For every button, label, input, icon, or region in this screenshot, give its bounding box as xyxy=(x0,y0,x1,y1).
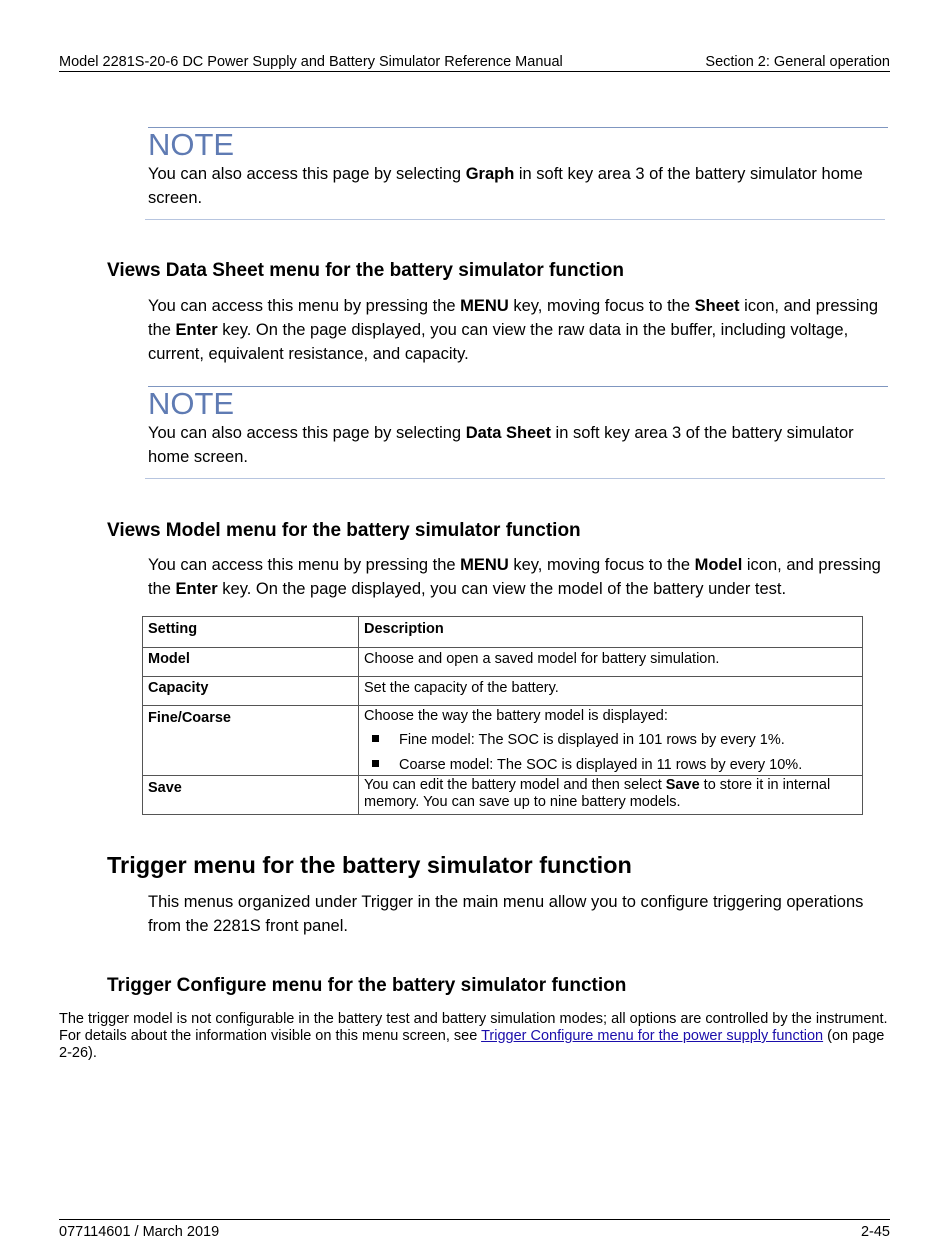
description-model: Choose and open a saved model for battery simulation. xyxy=(359,648,863,677)
text: to store it in internal memory. You can save up to nine battery models. xyxy=(364,777,831,810)
settings-table xyxy=(142,616,863,815)
note-text-bold: Graph xyxy=(465,165,515,183)
heading-trigger-menu: Trigger menu for the battery simulator function xyxy=(107,852,632,878)
page-footer xyxy=(59,1219,890,1240)
note-bottom-rule xyxy=(145,219,885,220)
key-menu: MENU xyxy=(460,297,509,315)
note-text-pre: You can also access this page by selecting xyxy=(148,424,466,442)
text: You can access this menu by pressing the xyxy=(148,556,461,574)
text: key, moving focus to the xyxy=(508,297,695,315)
table-row xyxy=(143,648,863,677)
text: You can edit the battery model and then select xyxy=(364,777,666,793)
note-graph xyxy=(148,127,888,220)
list-item xyxy=(364,732,857,749)
list-item xyxy=(364,757,857,774)
paragraph-trigger: This menus organized under Trigger in the main menu allow you to configure triggering operations from the 2281S front panel. xyxy=(148,893,864,935)
description-capacity: Set the capacity of the battery. xyxy=(359,677,863,706)
icon-sheet-label: Sheet xyxy=(694,297,740,315)
setting-fine-coarse: Fine/Coarse xyxy=(143,706,359,776)
key-enter: Enter xyxy=(175,321,218,339)
paragraph-data-sheet xyxy=(148,294,893,366)
text: icon, and pressing the xyxy=(148,556,881,598)
link-trigger-configure-power-supply[interactable]: Trigger Configure menu for the power supply function xyxy=(481,1028,824,1044)
bullet-square-icon xyxy=(372,760,379,767)
heading-views-data-sheet: Views Data Sheet menu for the battery simulator function xyxy=(107,260,624,281)
bullet-text: Fine model: The SOC is displayed in 101 rows by every 1%. xyxy=(399,732,785,748)
paragraph-model xyxy=(148,553,893,601)
note-bottom-rule xyxy=(145,478,885,479)
note-data-sheet xyxy=(148,386,888,479)
text: The trigger model is not configurable in the battery test and battery simulation modes; all options are controlled by the instrument. For details about the information visible on this menu screen, see xyxy=(59,1011,888,1044)
note-text-post: in soft key area 3 of the battery simulator home screen. xyxy=(148,165,863,207)
table-header-row xyxy=(143,617,863,648)
text-bold: Save xyxy=(665,777,700,793)
text: key, moving focus to the xyxy=(508,556,695,574)
header-section-title: Section 2: General operation xyxy=(705,54,890,70)
table-row xyxy=(143,677,863,706)
header-manual-title: Model 2281S-20-6 DC Power Supply and Battery Simulator Reference Manual xyxy=(59,54,563,70)
bullet-text: Coarse model: The SOC is displayed in 11 rows by every 10%. xyxy=(399,757,803,773)
text: key. On the page displayed, you can view the model of the battery under test. xyxy=(217,580,787,598)
icon-model-label: Model xyxy=(694,556,743,574)
page-header xyxy=(59,54,890,72)
description-fine-coarse-intro: Choose the way the battery model is displayed: xyxy=(364,708,668,724)
note-text xyxy=(148,421,888,469)
text: key. On the page displayed, you can view the raw data in the buffer, including voltage, current, equivalent resistance, and capacity. xyxy=(148,321,849,363)
table-header-setting: Setting xyxy=(143,617,359,648)
text: (on page 2-26). xyxy=(59,1028,885,1061)
description-fine-coarse xyxy=(359,706,863,776)
footer-doc-number: 077114601 / March 2019 xyxy=(59,1224,220,1240)
note-text xyxy=(148,162,888,210)
table-row xyxy=(143,776,863,815)
note-text-post: in soft key area 3 of the battery simulator home screen. xyxy=(148,424,854,466)
note-title: NOTE xyxy=(148,386,235,421)
key-enter: Enter xyxy=(175,580,218,598)
key-menu: MENU xyxy=(460,556,509,574)
table-header-description: Description xyxy=(359,617,863,648)
heading-views-model: Views Model menu for the battery simulator function xyxy=(107,520,581,541)
setting-capacity: Capacity xyxy=(143,677,359,706)
note-text-pre: You can also access this page by selecting xyxy=(148,165,466,183)
paragraph-trigger-configure xyxy=(59,1011,889,1062)
text: icon, and pressing the xyxy=(148,297,879,339)
note-title: NOTE xyxy=(148,127,235,162)
description-save xyxy=(359,776,863,815)
heading-trigger-configure: Trigger Configure menu for the battery simulator function xyxy=(107,975,627,996)
bullet-square-icon xyxy=(372,735,379,742)
setting-model: Model xyxy=(143,648,359,677)
setting-save: Save xyxy=(143,776,359,815)
footer-page-number: 2-45 xyxy=(860,1224,890,1240)
table-row xyxy=(143,706,863,776)
note-text-bold: Data Sheet xyxy=(465,424,551,442)
text: You can access this menu by pressing the xyxy=(148,297,461,315)
